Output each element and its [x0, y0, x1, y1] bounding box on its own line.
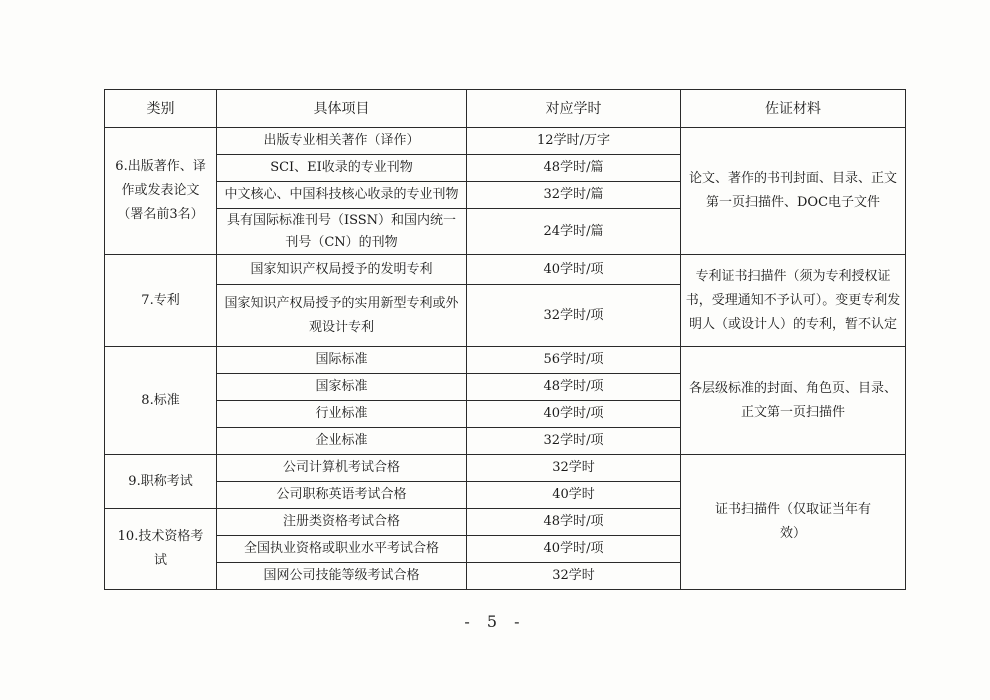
page-number: - 5 -: [464, 612, 526, 631]
hours-cell: 32学时: [467, 455, 681, 482]
category-cell: 10.技术资格考试: [105, 509, 217, 590]
hours-cell: 48学时/篇: [467, 155, 681, 182]
header-category: 类别: [105, 90, 217, 128]
table-row: [105, 347, 906, 374]
hours-cell: 32学时/项: [467, 428, 681, 455]
item-cell: 国际标准: [217, 347, 467, 374]
table-row: [105, 455, 906, 482]
item-cell: 公司计算机考试合格: [217, 455, 467, 482]
header-hours: 对应学时: [467, 90, 681, 128]
evidence-cell: 专利证书扫描件（须为专利授权证书，受理通知不予认可）。变更专利发明人（或设计人）的专利，暂不认定: [681, 255, 906, 347]
item-cell: 行业标准: [217, 401, 467, 428]
item-cell: 公司职称英语考试合格: [217, 482, 467, 509]
item-cell: 国家知识产权局授予的发明专利: [217, 255, 467, 285]
item-cell: 国家知识产权局授予的实用新型专利或外观设计专利: [217, 285, 467, 347]
table-row: [105, 255, 906, 285]
header-evidence: 佐证材料: [681, 90, 906, 128]
evidence-cell: 各层级标准的封面、角色页、目录、正文第一页扫描件: [681, 347, 906, 455]
header-row: [105, 90, 906, 128]
category-cell: 6.出版著作、译作或发表论文（署名前3名）: [105, 128, 217, 255]
hours-cell: 40学时/项: [467, 401, 681, 428]
header-item: 具体项目: [217, 90, 467, 128]
hours-cell: 56学时/项: [467, 347, 681, 374]
table-row: [105, 128, 906, 155]
item-cell: 注册类资格考试合格: [217, 509, 467, 536]
category-cell: 7.专利: [105, 255, 217, 347]
hours-cell: 48学时/项: [467, 374, 681, 401]
hours-cell: 32学时/项: [467, 285, 681, 347]
item-cell: 国家标准: [217, 374, 467, 401]
item-cell: SCI、EI收录的专业刊物: [217, 155, 467, 182]
hours-cell: 40学时/项: [467, 536, 681, 563]
requirements-table: [104, 89, 906, 590]
item-cell: 具有国际标准刊号（ISSN）和国内统一刊号（CN）的刊物: [217, 209, 467, 255]
hours-cell: 32学时: [467, 563, 681, 590]
item-cell: 中文核心、中国科技核心收录的专业刊物: [217, 182, 467, 209]
item-cell: 国网公司技能等级考试合格: [217, 563, 467, 590]
hours-cell: 40学时/项: [467, 255, 681, 285]
item-cell: 全国执业资格或职业水平考试合格: [217, 536, 467, 563]
shared-evidence-cell: 证书扫描件（仅取证当年有效）: [681, 455, 906, 590]
hours-cell: 24学时/篇: [467, 209, 681, 255]
hours-cell: 32学时/篇: [467, 182, 681, 209]
category-cell: 8.标准: [105, 347, 217, 455]
item-cell: 出版专业相关著作（译作）: [217, 128, 467, 155]
hours-cell: 12学时/万字: [467, 128, 681, 155]
category-cell: 9.职称考试: [105, 455, 217, 509]
hours-cell: 40学时: [467, 482, 681, 509]
evidence-cell: 论文、著作的书刊封面、目录、正文第一页扫描件、DOC电子文件: [681, 128, 906, 255]
item-cell: 企业标准: [217, 428, 467, 455]
hours-cell: 48学时/项: [467, 509, 681, 536]
